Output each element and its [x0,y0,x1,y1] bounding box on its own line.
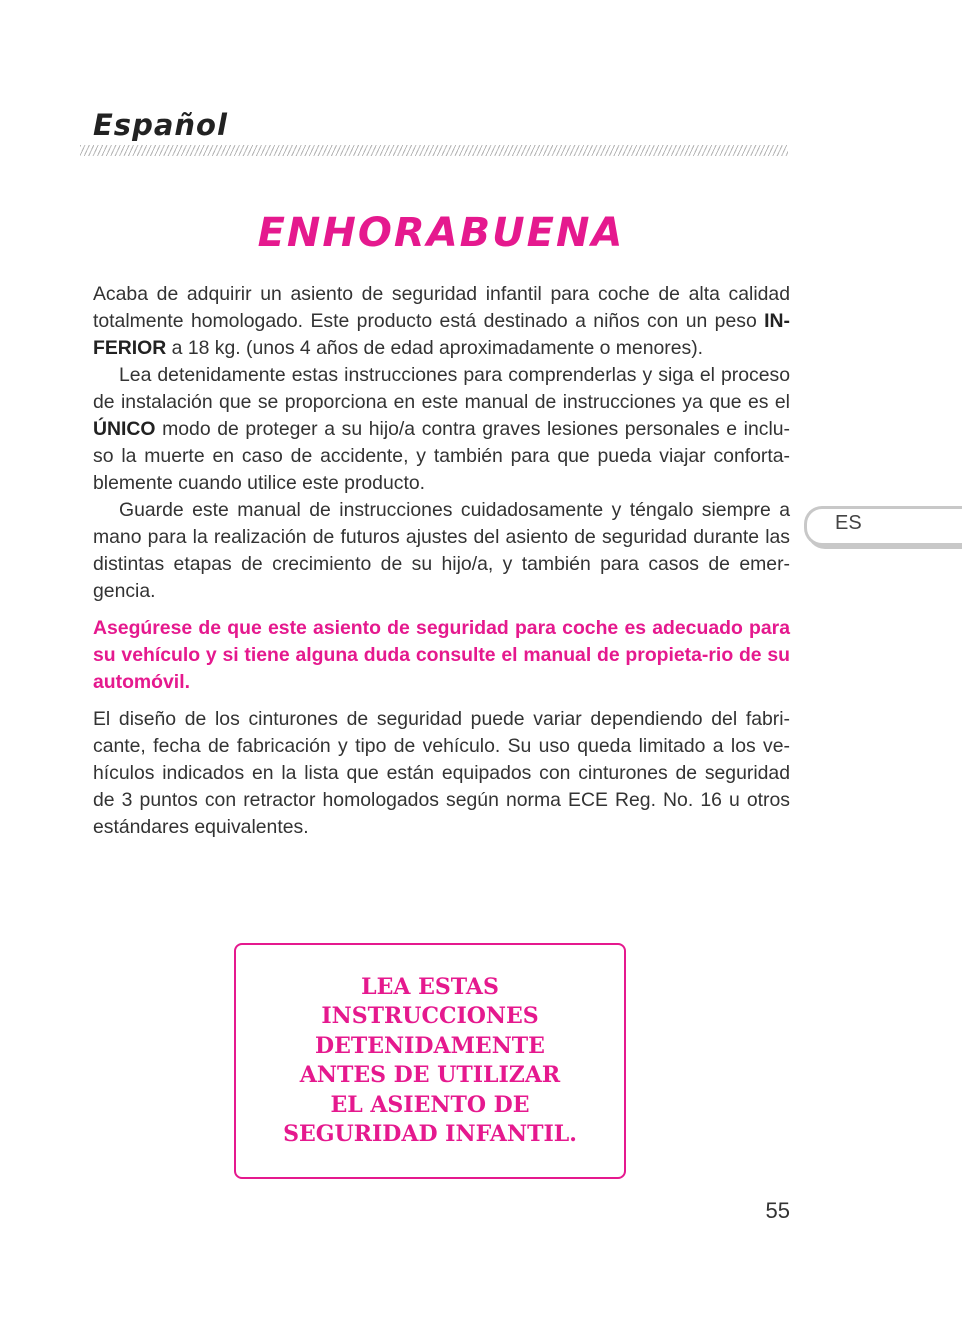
warning-text: Asegúrese de que este asiento de seguridad para coche es adecuado para su vehículo y si tiene alguna duda consulte el manual de propieta-rio de su automóvil. [93,617,790,693]
notice-line: ANTES DE UTILIZAR [299,1062,561,1088]
notice-line: INSTRUCCIONES [321,1003,539,1029]
paragraph-intro: Acaba de adquirir un asiento de seguridad infantil para coche de alta calidad totalmente homologado. Este producto está destinado a niños con un peso IN-FERIOR a 18 kg. (unos 4 años de edad aproximadamente o menores). [93,283,790,359]
notice-line: DETENIDAMENTE [315,1032,545,1059]
notice-line: LEA ESTAS [361,973,499,1000]
paragraph-keep-manual: Guarde este manual de instrucciones cuidadosamente y téngalo siempre a mano para la realización de futuros ajustes del asiento de seguridad durante las distintas etapas de crecimiento de su hijo/a, y también para casos de emer-gencia. [93,499,790,602]
language-tab-label: ES [835,512,862,534]
notice-box [234,943,626,1179]
hatched-divider [80,145,788,156]
main-title: ENHORABUENA [257,210,625,256]
section-title: Español [93,108,228,142]
emphasis-unico: ÚNICO [93,418,156,440]
paragraph-instructions: Lea detenidamente estas instrucciones para comprenderlas y siga el proceso de instalación que se proporciona en este manual de instrucciones ya que es el ÚNICO modo de proteger a su hijo/a contra graves lesiones personales e inclu-so la muerte en caso de accidente, y también para que pueda viajar conforta-blemente cuando utilice este producto. [93,364,790,494]
notice-text [250,973,610,1150]
emphasis-inferior: IN-FERIOR [93,310,790,359]
body-text [93,281,790,841]
paragraph-seatbelts: El diseño de los cinturones de seguridad puede variar dependiendo del fabri-cante, fecha de fabricación y tipo de vehículo. Su uso queda limitado a los ve-hículos indicados en la lista que están equipados con cinturones de seguridad de 3 puntos con retractor homologados según norma ECE Reg. No. 16 u otros estándares equivalentes. [93,708,790,838]
language-tab [804,506,962,546]
page-number: 55 [765,1198,790,1223]
notice-line: SEGURIDAD INFANTIL. [283,1121,577,1147]
notice-line: EL ASIENTO DE [330,1091,530,1118]
